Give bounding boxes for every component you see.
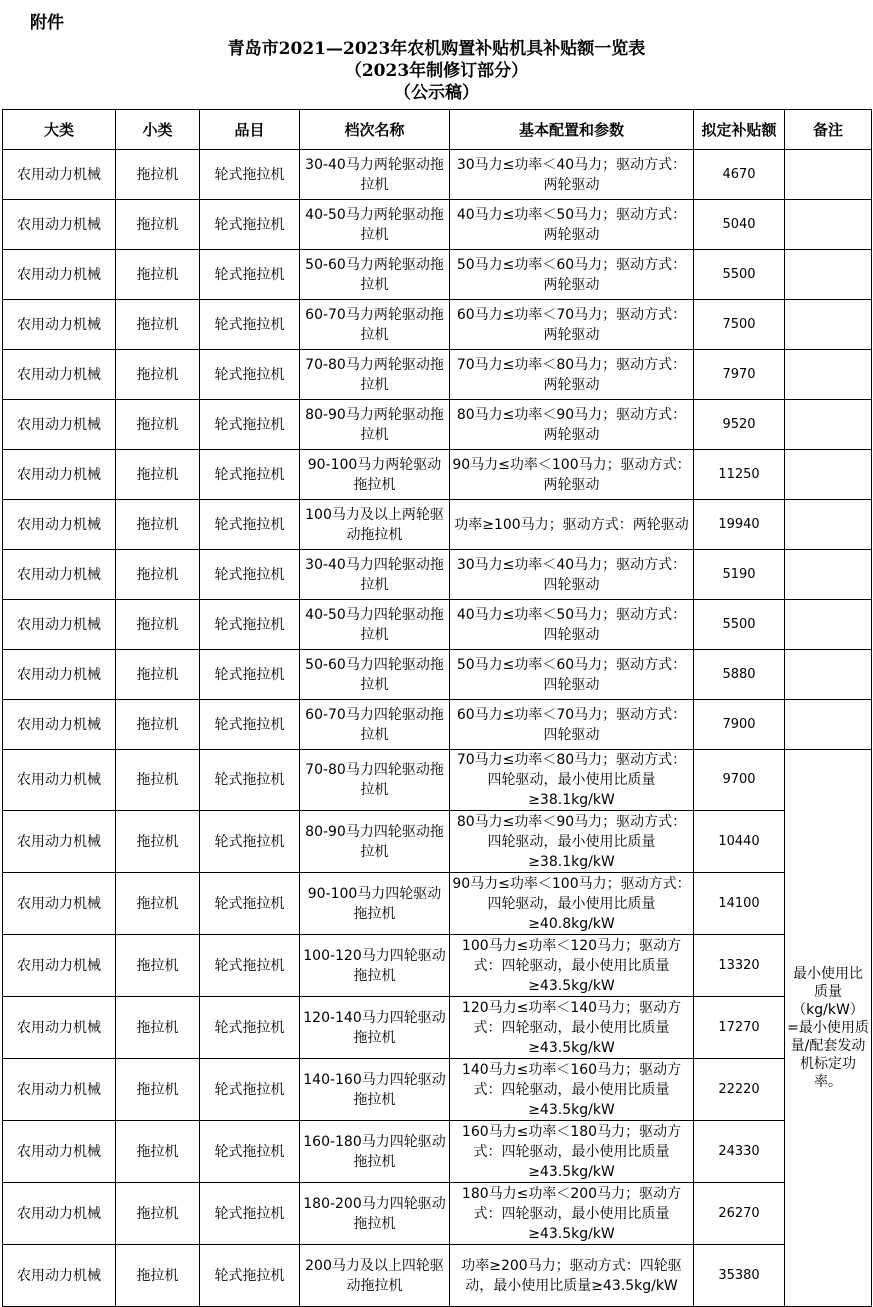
cell-config: 功率≥200马力；驱动方式：四轮驱动，最小使用比质量≥43.5kg/kW bbox=[450, 1245, 694, 1307]
cell-subsidy: 13320 bbox=[694, 935, 785, 997]
cell-config: 30马力≤功率＜40马力；驱动方式：四轮驱动 bbox=[450, 550, 694, 600]
attachment-label: 附件 bbox=[30, 13, 64, 33]
cell-config: 30马力≤功率＜40马力；驱动方式：两轮驱动 bbox=[450, 150, 694, 200]
cell-category: 农用动力机械 bbox=[3, 700, 116, 750]
header-subsidy: 拟定补贴额 bbox=[694, 110, 785, 150]
cell-subcategory: 拖拉机 bbox=[116, 750, 200, 811]
cell-item: 轮式拖拉机 bbox=[200, 600, 300, 650]
cell-item: 轮式拖拉机 bbox=[200, 997, 300, 1059]
cell-config: 180马力≤功率＜200马力；驱动方式：四轮驱动，最小使用比质量≥43.5kg/kW bbox=[450, 1183, 694, 1245]
cell-subcategory: 拖拉机 bbox=[116, 935, 200, 997]
document-title bbox=[0, 38, 873, 104]
cell-subcategory: 拖拉机 bbox=[116, 1183, 200, 1245]
cell-subsidy: 24330 bbox=[694, 1121, 785, 1183]
table-row bbox=[3, 550, 872, 600]
title-line-2: （2023年制修订部分） bbox=[344, 61, 529, 81]
cell-grade: 90-100马力四轮驱动拖拉机 bbox=[300, 873, 450, 935]
cell-config: 70马力≤功率＜80马力；驱动方式：两轮驱动 bbox=[450, 350, 694, 400]
table-row bbox=[3, 500, 872, 550]
cell-category: 农用动力机械 bbox=[3, 300, 116, 350]
cell-subcategory: 拖拉机 bbox=[116, 811, 200, 873]
cell-category: 农用动力机械 bbox=[3, 873, 116, 935]
cell-grade: 60-70马力四轮驱动拖拉机 bbox=[300, 700, 450, 750]
cell-item: 轮式拖拉机 bbox=[200, 1121, 300, 1183]
cell-category: 农用动力机械 bbox=[3, 1059, 116, 1121]
table-row bbox=[3, 200, 872, 250]
cell-category: 农用动力机械 bbox=[3, 1183, 116, 1245]
cell-subcategory: 拖拉机 bbox=[116, 700, 200, 750]
cell-subcategory: 拖拉机 bbox=[116, 350, 200, 400]
cell-category: 农用动力机械 bbox=[3, 1121, 116, 1183]
cell-grade: 40-50马力两轮驱动拖拉机 bbox=[300, 200, 450, 250]
cell-category: 农用动力机械 bbox=[3, 350, 116, 400]
cell-grade: 70-80马力四轮驱动拖拉机 bbox=[300, 750, 450, 811]
cell-subsidy: 22220 bbox=[694, 1059, 785, 1121]
cell-remark bbox=[785, 450, 872, 500]
header-grade: 档次名称 bbox=[300, 110, 450, 150]
cell-subcategory: 拖拉机 bbox=[116, 450, 200, 500]
subsidy-table bbox=[2, 109, 872, 1307]
cell-category: 农用动力机械 bbox=[3, 811, 116, 873]
cell-remark bbox=[785, 600, 872, 650]
header-remark: 备注 bbox=[785, 110, 872, 150]
cell-grade: 120-140马力四轮驱动拖拉机 bbox=[300, 997, 450, 1059]
cell-config: 功率≥100马力；驱动方式：两轮驱动 bbox=[450, 500, 694, 550]
cell-grade: 50-60马力两轮驱动拖拉机 bbox=[300, 250, 450, 300]
cell-subsidy: 9700 bbox=[694, 750, 785, 811]
cell-remark bbox=[785, 250, 872, 300]
cell-item: 轮式拖拉机 bbox=[200, 300, 300, 350]
cell-item: 轮式拖拉机 bbox=[200, 935, 300, 997]
title-line-1: 青岛市2021—2023年农机购置补贴机具补贴额一览表 bbox=[227, 39, 646, 59]
cell-grade: 70-80马力两轮驱动拖拉机 bbox=[300, 350, 450, 400]
cell-subsidy: 19940 bbox=[694, 500, 785, 550]
header-category: 大类 bbox=[3, 110, 116, 150]
table-row bbox=[3, 300, 872, 350]
cell-subcategory: 拖拉机 bbox=[116, 400, 200, 450]
cell-remark bbox=[785, 650, 872, 700]
cell-subsidy: 14100 bbox=[694, 873, 785, 935]
cell-config: 60马力≤功率＜70马力；驱动方式：两轮驱动 bbox=[450, 300, 694, 350]
cell-subcategory: 拖拉机 bbox=[116, 873, 200, 935]
cell-category: 农用动力机械 bbox=[3, 200, 116, 250]
cell-config: 70马力≤功率＜80马力；驱动方式：四轮驱动，最小使用比质量≥38.1kg/kW bbox=[450, 750, 694, 811]
table-row bbox=[3, 650, 872, 700]
cell-config: 40马力≤功率＜50马力；驱动方式：四轮驱动 bbox=[450, 600, 694, 650]
table-row bbox=[3, 400, 872, 450]
cell-grade: 80-90马力四轮驱动拖拉机 bbox=[300, 811, 450, 873]
table-header-row bbox=[3, 110, 872, 150]
table-row bbox=[3, 997, 872, 1059]
table-row bbox=[3, 600, 872, 650]
title-line-3: （公示稿） bbox=[394, 83, 479, 103]
cell-remark bbox=[785, 200, 872, 250]
cell-category: 农用动力机械 bbox=[3, 150, 116, 200]
cell-subsidy: 11250 bbox=[694, 450, 785, 500]
cell-grade: 90-100马力两轮驱动拖拉机 bbox=[300, 450, 450, 500]
header-item: 品目 bbox=[200, 110, 300, 150]
cell-category: 农用动力机械 bbox=[3, 935, 116, 997]
cell-subsidy: 5880 bbox=[694, 650, 785, 700]
cell-remark bbox=[785, 150, 872, 200]
table-row bbox=[3, 700, 872, 750]
cell-subsidy: 10440 bbox=[694, 811, 785, 873]
cell-remark bbox=[785, 500, 872, 550]
cell-item: 轮式拖拉机 bbox=[200, 650, 300, 700]
table-row bbox=[3, 1059, 872, 1121]
cell-subsidy: 4670 bbox=[694, 150, 785, 200]
cell-subcategory: 拖拉机 bbox=[116, 1245, 200, 1307]
cell-grade: 180-200马力四轮驱动拖拉机 bbox=[300, 1183, 450, 1245]
table-row bbox=[3, 935, 872, 997]
table-row bbox=[3, 250, 872, 300]
cell-remark bbox=[785, 700, 872, 750]
cell-grade: 100马力及以上两轮驱动拖拉机 bbox=[300, 500, 450, 550]
cell-remark bbox=[785, 400, 872, 450]
cell-item: 轮式拖拉机 bbox=[200, 150, 300, 200]
cell-subcategory: 拖拉机 bbox=[116, 150, 200, 200]
table-row bbox=[3, 811, 872, 873]
cell-subsidy: 7500 bbox=[694, 300, 785, 350]
cell-grade: 60-70马力两轮驱动拖拉机 bbox=[300, 300, 450, 350]
cell-config: 50马力≤功率＜60马力；驱动方式：四轮驱动 bbox=[450, 650, 694, 700]
cell-subcategory: 拖拉机 bbox=[116, 997, 200, 1059]
cell-item: 轮式拖拉机 bbox=[200, 873, 300, 935]
cell-config: 90马力≤功率＜100马力；驱动方式：四轮驱动，最小使用比质量≥40.8kg/kW bbox=[450, 873, 694, 935]
cell-item: 轮式拖拉机 bbox=[200, 550, 300, 600]
cell-subsidy: 9520 bbox=[694, 400, 785, 450]
cell-config: 50马力≤功率＜60马力；驱动方式：两轮驱动 bbox=[450, 250, 694, 300]
cell-config: 40马力≤功率＜50马力；驱动方式：两轮驱动 bbox=[450, 200, 694, 250]
cell-item: 轮式拖拉机 bbox=[200, 400, 300, 450]
table-row bbox=[3, 750, 872, 811]
header-subcategory: 小类 bbox=[116, 110, 200, 150]
cell-grade: 30-40马力两轮驱动拖拉机 bbox=[300, 150, 450, 200]
table-row bbox=[3, 150, 872, 200]
cell-subsidy: 5040 bbox=[694, 200, 785, 250]
table-row bbox=[3, 1121, 872, 1183]
cell-item: 轮式拖拉机 bbox=[200, 1059, 300, 1121]
cell-subsidy: 26270 bbox=[694, 1183, 785, 1245]
cell-item: 轮式拖拉机 bbox=[200, 1183, 300, 1245]
cell-category: 农用动力机械 bbox=[3, 250, 116, 300]
cell-remark bbox=[785, 350, 872, 400]
cell-item: 轮式拖拉机 bbox=[200, 200, 300, 250]
cell-config: 60马力≤功率＜70马力；驱动方式：四轮驱动 bbox=[450, 700, 694, 750]
cell-subcategory: 拖拉机 bbox=[116, 250, 200, 300]
cell-subsidy: 7900 bbox=[694, 700, 785, 750]
cell-item: 轮式拖拉机 bbox=[200, 500, 300, 550]
cell-remark bbox=[785, 300, 872, 350]
cell-config: 80马力≤功率＜90马力；驱动方式：四轮驱动，最小使用比质量≥38.1kg/kW bbox=[450, 811, 694, 873]
cell-grade: 160-180马力四轮驱动拖拉机 bbox=[300, 1121, 450, 1183]
cell-grade: 40-50马力四轮驱动拖拉机 bbox=[300, 600, 450, 650]
cell-config: 140马力≤功率＜160马力；驱动方式：四轮驱动，最小使用比质量≥43.5kg/kW bbox=[450, 1059, 694, 1121]
cell-category: 农用动力机械 bbox=[3, 400, 116, 450]
table-row bbox=[3, 1183, 872, 1245]
cell-subsidy: 5190 bbox=[694, 550, 785, 600]
cell-config: 120马力≤功率＜140马力；驱动方式：四轮驱动，最小使用比质量≥43.5kg/kW bbox=[450, 997, 694, 1059]
cell-subcategory: 拖拉机 bbox=[116, 1121, 200, 1183]
cell-config: 80马力≤功率＜90马力；驱动方式：两轮驱动 bbox=[450, 400, 694, 450]
cell-config: 90马力≤功率＜100马力；驱动方式：两轮驱动 bbox=[450, 450, 694, 500]
cell-category: 农用动力机械 bbox=[3, 600, 116, 650]
cell-category: 农用动力机械 bbox=[3, 500, 116, 550]
cell-subcategory: 拖拉机 bbox=[116, 550, 200, 600]
cell-remark: 最小使用比质量（kg/kW）=最小使用质量/配套发动机标定功率。 bbox=[785, 750, 872, 1307]
cell-subcategory: 拖拉机 bbox=[116, 650, 200, 700]
cell-category: 农用动力机械 bbox=[3, 550, 116, 600]
cell-grade: 80-90马力两轮驱动拖拉机 bbox=[300, 400, 450, 450]
cell-subsidy: 7970 bbox=[694, 350, 785, 400]
cell-item: 轮式拖拉机 bbox=[200, 250, 300, 300]
cell-subcategory: 拖拉机 bbox=[116, 600, 200, 650]
cell-item: 轮式拖拉机 bbox=[200, 450, 300, 500]
cell-subsidy: 5500 bbox=[694, 250, 785, 300]
cell-category: 农用动力机械 bbox=[3, 997, 116, 1059]
cell-category: 农用动力机械 bbox=[3, 1245, 116, 1307]
header-config: 基本配置和参数 bbox=[450, 110, 694, 150]
cell-category: 农用动力机械 bbox=[3, 750, 116, 811]
cell-grade: 140-160马力四轮驱动拖拉机 bbox=[300, 1059, 450, 1121]
cell-category: 农用动力机械 bbox=[3, 450, 116, 500]
cell-item: 轮式拖拉机 bbox=[200, 700, 300, 750]
cell-subcategory: 拖拉机 bbox=[116, 300, 200, 350]
cell-subcategory: 拖拉机 bbox=[116, 200, 200, 250]
cell-category: 农用动力机械 bbox=[3, 650, 116, 700]
table-row bbox=[3, 450, 872, 500]
cell-remark bbox=[785, 550, 872, 600]
cell-item: 轮式拖拉机 bbox=[200, 350, 300, 400]
cell-subsidy: 5500 bbox=[694, 600, 785, 650]
cell-grade: 200马力及以上四轮驱动拖拉机 bbox=[300, 1245, 450, 1307]
table-row bbox=[3, 873, 872, 935]
cell-item: 轮式拖拉机 bbox=[200, 1245, 300, 1307]
cell-subcategory: 拖拉机 bbox=[116, 1059, 200, 1121]
cell-grade: 50-60马力四轮驱动拖拉机 bbox=[300, 650, 450, 700]
cell-subsidy: 35380 bbox=[694, 1245, 785, 1307]
cell-item: 轮式拖拉机 bbox=[200, 811, 300, 873]
cell-config: 100马力≤功率＜120马力；驱动方式：四轮驱动，最小使用比质量≥43.5kg/kW bbox=[450, 935, 694, 997]
table-row bbox=[3, 350, 872, 400]
cell-item: 轮式拖拉机 bbox=[200, 750, 300, 811]
cell-subsidy: 17270 bbox=[694, 997, 785, 1059]
table-row bbox=[3, 1245, 872, 1307]
cell-subcategory: 拖拉机 bbox=[116, 500, 200, 550]
cell-grade: 100-120马力四轮驱动拖拉机 bbox=[300, 935, 450, 997]
cell-config: 160马力≤功率＜180马力；驱动方式：四轮驱动，最小使用比质量≥43.5kg/kW bbox=[450, 1121, 694, 1183]
cell-grade: 30-40马力四轮驱动拖拉机 bbox=[300, 550, 450, 600]
